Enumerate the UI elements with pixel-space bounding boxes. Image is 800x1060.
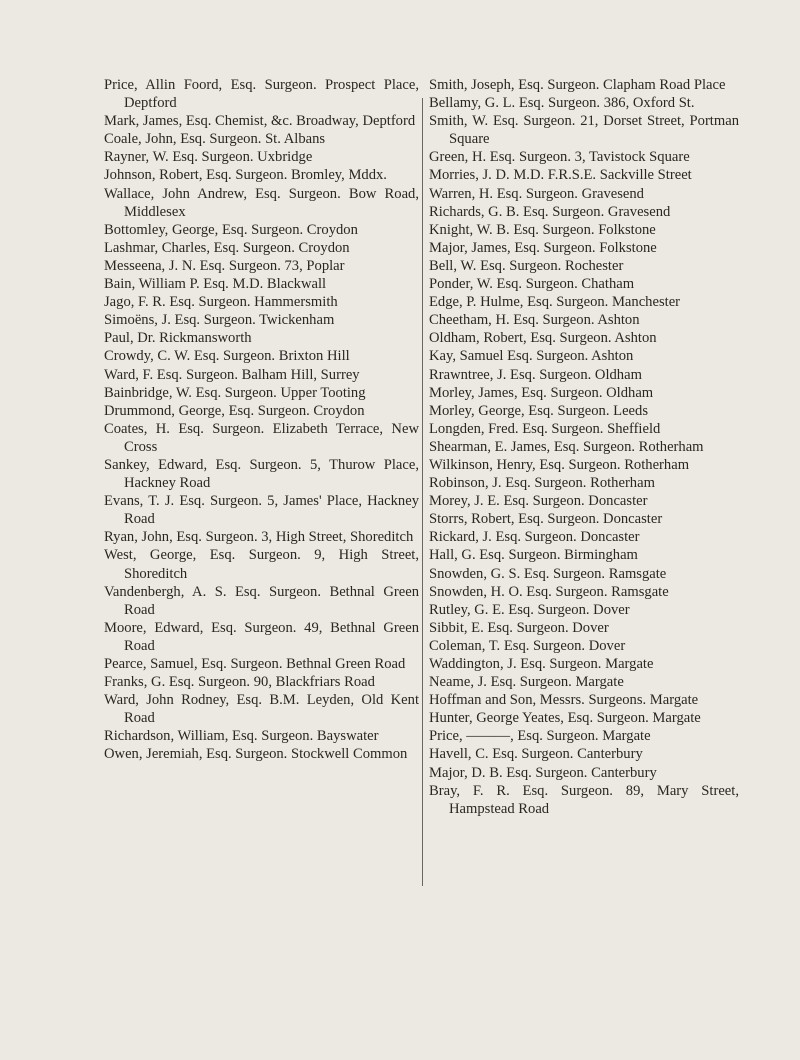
list-item: Ward, F. Esq. Surgeon. Balham Hill, Surrey [104, 366, 360, 383]
list-item: Bray, F. R. Esq. Surgeon. 89, Mary Street, Hampstead Road [429, 782, 739, 817]
list-item: Mark, James, Esq. Chemist, &c. Broadway, Deptford [104, 113, 416, 130]
list-item: Hall, G. Esq. Surgeon. Birmingham [429, 547, 638, 564]
list-item: Price, Allin Foord, Esq. Surgeon. Prospect Place, Deptford [104, 77, 419, 112]
list-item: Sibbit, E. Esq. Surgeon. Dover [429, 619, 609, 636]
list-item: Owen, Jeremiah, Esq. Surgeon. Stockwell Common [104, 746, 408, 763]
list-item: Havell, C. Esq. Surgeon. Canterbury [429, 746, 643, 763]
list-item: Morley, James, Esq. Surgeon. Oldham [429, 384, 654, 401]
list-item: Drummond, George, Esq. Surgeon. Croydon [104, 402, 365, 419]
list-item: Warren, H. Esq. Surgeon. Gravesend [429, 185, 644, 202]
list-item: Price, ———, Esq. Surgeon. Margate [429, 728, 651, 745]
list-item: Robinson, J. Esq. Surgeon. Rotherham [429, 475, 655, 492]
list-item: Messeena, J. N. Esq. Surgeon. 73, Poplar [104, 257, 345, 274]
list-item: Major, D. B. Esq. Surgeon. Canterbury [429, 764, 657, 781]
list-item: Franks, G. Esq. Surgeon. 90, Blackfriars Road [104, 674, 375, 691]
list-item: Rickard, J. Esq. Surgeon. Doncaster [429, 529, 640, 546]
list-item: Ryan, John, Esq. Surgeon. 3, High Street, Shoreditch [104, 529, 414, 546]
list-item: Ponder, W. Esq. Surgeon. Chatham [429, 276, 635, 293]
list-item: Crowdy, C. W. Esq. Surgeon. Brixton Hill [104, 348, 350, 365]
list-item: Vandenbergh, A. S. Esq. Surgeon. Bethnal Green Road [104, 583, 419, 618]
list-item: Snowden, G. S. Esq. Surgeon. Ramsgate [429, 565, 667, 582]
list-item: Bottomley, George, Esq. Surgeon. Croydon [104, 221, 358, 238]
list-item: Smith, Joseph, Esq. Surgeon. Clapham Road Place [429, 77, 726, 93]
list-item: Major, James, Esq. Surgeon. Folkstone [429, 239, 657, 256]
list-item: Rutley, G. E. Esq. Surgeon. Dover [429, 601, 630, 618]
list-item: Rayner, W. Esq. Surgeon. Uxbridge [104, 149, 313, 166]
list-item: Shearman, E. James, Esq. Surgeon. Rotherham [429, 438, 704, 455]
list-item: Wilkinson, Henry, Esq. Surgeon. Rotherham [429, 456, 690, 473]
list-item: Edge, P. Hulme, Esq. Surgeon. Manchester [429, 294, 681, 311]
list-item: Coates, H. Esq. Surgeon. Elizabeth Terrace, New Cross [104, 420, 419, 455]
list-item: Waddington, J. Esq. Surgeon. Margate [429, 656, 654, 672]
list-item: Bellamy, G. L. Esq. Surgeon. 386, Oxford St. [429, 95, 695, 112]
column-divider [422, 98, 423, 886]
list-item: Coale, John, Esq. Surgeon. St. Albans [104, 131, 326, 148]
list-item: Cheetham, H. Esq. Surgeon. Ashton [429, 312, 640, 329]
list-item: Bainbridge, W. Esq. Surgeon. Upper Tooting [104, 384, 366, 401]
list-item: Richardson, William, Esq. Surgeon. Bayswater [104, 728, 379, 745]
list-item: Longden, Fred. Esq. Surgeon. Sheffield [429, 420, 661, 437]
list-item: Lashmar, Charles, Esq. Surgeon. Croydon [104, 239, 350, 256]
list-item: Bain, William P. Esq. M.D. Blackwall [104, 276, 327, 293]
right-column [429, 76, 739, 818]
list-item: Pearce, Samuel, Esq. Surgeon. Bethnal Green Road [104, 656, 406, 672]
list-item: Ward, John Rodney, Esq. B.M. Leyden, Old Kent Road [104, 692, 419, 727]
list-item: Bell, W. Esq. Surgeon. Rochester [429, 257, 624, 274]
list-item: Simoëns, J. Esq. Surgeon. Twickenham [104, 312, 335, 329]
left-column [104, 76, 419, 764]
list-item: Wallace, John Andrew, Esq. Surgeon. Bow Road, Middlesex [104, 185, 419, 220]
list-item: Snowden, H. O. Esq. Surgeon. Ramsgate [429, 583, 669, 600]
list-item: Richards, G. B. Esq. Surgeon. Gravesend [429, 203, 671, 220]
list-item: Morley, George, Esq. Surgeon. Leeds [429, 402, 648, 419]
list-item: West, George, Esq. Surgeon. 9, High Street, Shoreditch [104, 547, 419, 582]
list-item: Kay, Samuel Esq. Surgeon. Ashton [429, 348, 634, 365]
list-item: Hunter, George Yeates, Esq. Surgeon. Margate [429, 710, 701, 727]
list-item: Coleman, T. Esq. Surgeon. Dover [429, 637, 626, 654]
list-item: Moore, Edward, Esq. Surgeon. 49, Bethnal Green Road [104, 619, 419, 654]
list-item: Evans, T. J. Esq. Surgeon. 5, James' Place, Hackney Road [104, 493, 419, 528]
list-item: Paul, Dr. Rickmansworth [104, 330, 252, 347]
list-item: Rrawntree, J. Esq. Surgeon. Oldham [429, 366, 642, 383]
list-item: Oldham, Robert, Esq. Surgeon. Ashton [429, 330, 657, 347]
list-item: Hoffman and Son, Messrs. Surgeons. Margate [429, 692, 699, 709]
list-item: Morey, J. E. Esq. Surgeon. Doncaster [429, 493, 648, 510]
list-item: Johnson, Robert, Esq. Surgeon. Bromley, Mddx. [104, 167, 387, 184]
list-item: Green, H. Esq. Surgeon. 3, Tavistock Square [429, 149, 690, 166]
list-item: Neame, J. Esq. Surgeon. Margate [429, 674, 624, 691]
list-item: Morries, J. D. M.D. F.R.S.E. Sackville Street [429, 167, 692, 184]
list-item: Knight, W. B. Esq. Surgeon. Folkstone [429, 221, 656, 238]
list-item: Jago, F. R. Esq. Surgeon. Hammersmith [104, 294, 338, 311]
list-item: Sankey, Edward, Esq. Surgeon. 5, Thurow Place, Hackney Road [104, 456, 419, 492]
list-item: Smith, W. Esq. Surgeon. 21, Dorset Street, Portman Square [429, 113, 739, 148]
list-item: Storrs, Robert, Esq. Surgeon. Doncaster [429, 511, 663, 528]
